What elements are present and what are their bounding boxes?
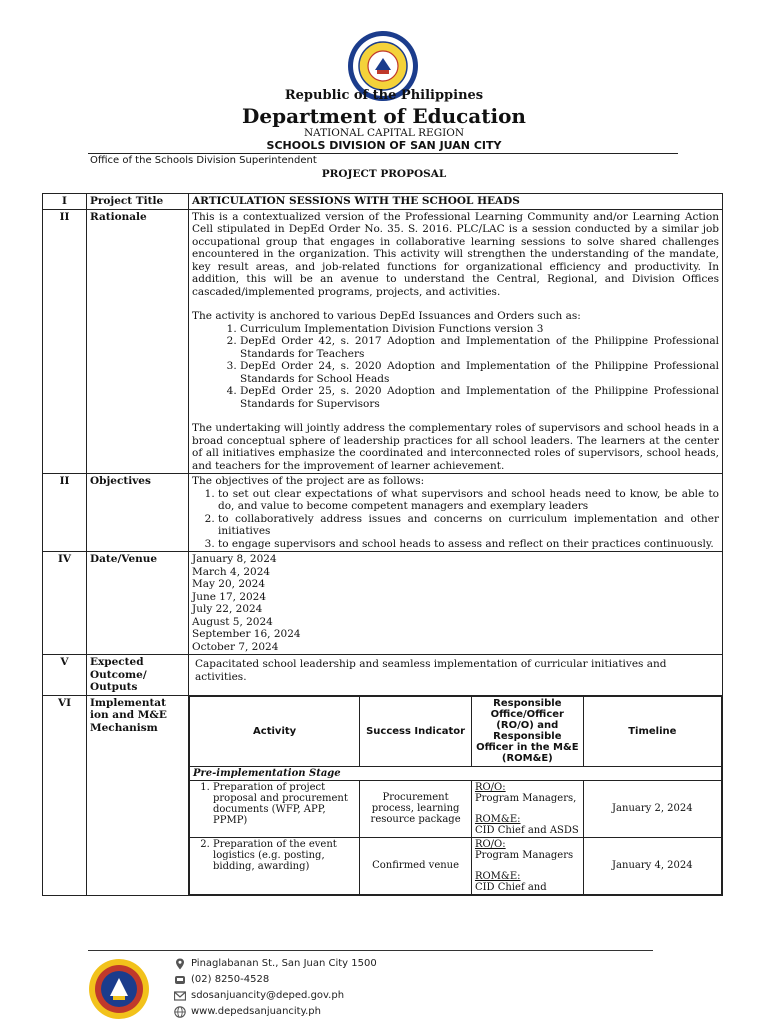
footer-website[interactable]: www.depedsanjuancity.ph bbox=[191, 1006, 321, 1017]
footer-website-line bbox=[174, 1004, 377, 1020]
list-item: 1. Preparation of project proposal and procurement documents (WFP, APP, PPMP) bbox=[213, 782, 356, 826]
list-item: 3. DepEd Order 24, s. 2020 Adoption and Implementation of the Philippine Professional Standards for School Heads bbox=[240, 360, 719, 385]
row-implementation bbox=[43, 695, 723, 895]
section-number: II bbox=[43, 474, 87, 552]
timeline-cell: January 4, 2024 bbox=[583, 837, 721, 894]
table-row bbox=[190, 780, 722, 837]
ro-value: Program Managers bbox=[474, 849, 574, 861]
list-item: 2. DepEd Order 42, s. 2017 Adoption and Implementation of the Philippine Professional Standards for Teachers bbox=[240, 335, 719, 360]
rome-value: CID Chief and ASDS bbox=[474, 824, 579, 836]
list-item: 4. DepEd Order 25, s. 2020 Adoption and Implementation of the Philippine Professional Standards for Supervisors bbox=[240, 385, 719, 410]
responsible-cell bbox=[471, 837, 583, 894]
footer-phone-line bbox=[174, 972, 377, 988]
objectives-list bbox=[192, 488, 719, 551]
row-project-title bbox=[43, 194, 723, 210]
header-divider bbox=[88, 153, 678, 154]
list-item: 1. to set out clear expectations of what supervisors and school heads need to know, be able to do, and value to become competent managers and exemplary leaders bbox=[218, 488, 719, 513]
implementation-table bbox=[189, 696, 722, 895]
footer-contact bbox=[174, 956, 377, 1020]
rationale-content bbox=[189, 209, 723, 474]
phone-icon bbox=[174, 974, 186, 986]
objectives-content bbox=[189, 474, 723, 552]
section-number: II bbox=[43, 209, 87, 474]
location-pin-icon bbox=[174, 958, 186, 970]
ro-value: Program Managers, bbox=[474, 792, 577, 804]
office-label: Office of the Schools Division Superintendent bbox=[90, 155, 317, 166]
date-item: June 17, 2024 bbox=[192, 590, 267, 603]
sdo-san-juan-logo bbox=[88, 958, 150, 1020]
section-number: IV bbox=[43, 552, 87, 655]
section-label: Expected Outcome/ Outputs bbox=[87, 655, 189, 696]
rationale-paragraph-2: The activity is anchored to various DepEd Issuances and Orders such as: bbox=[192, 310, 581, 322]
indicator-cell: Confirmed venue bbox=[360, 837, 472, 894]
col-responsible: Responsible Office/Officer (RO/O) and Responsible Officer in the M&E (ROM&E) bbox=[471, 696, 583, 766]
row-expected-outcome bbox=[43, 655, 723, 696]
date-item: July 22, 2024 bbox=[192, 603, 263, 615]
region-heading: NATIONAL CAPITAL REGION bbox=[303, 127, 465, 139]
project-title-value: ARTICULATION SESSIONS WITH THE SCHOOL HEADS bbox=[189, 194, 723, 210]
table-header-row bbox=[190, 696, 722, 766]
list-item: 2. to collaboratively address issues and concerns on curriculum implementation and other initiatives bbox=[218, 513, 719, 538]
department-heading: Department of Education bbox=[242, 104, 526, 128]
globe-icon bbox=[174, 1006, 186, 1018]
section-label: Implementat ion and M&E Mechanism bbox=[87, 695, 189, 895]
list-item: 3. to engage supervisors and school heads to assess and reflect on their practices continuously. bbox=[218, 538, 719, 551]
footer-email[interactable]: sdosanjuancity@deped.gov.ph bbox=[191, 990, 345, 1001]
section-number: V bbox=[43, 655, 87, 696]
date-item: March 4, 2024 bbox=[192, 565, 271, 578]
ro-label: RO/O: bbox=[474, 781, 506, 793]
footer-divider bbox=[88, 950, 653, 951]
timeline-cell: January 2, 2024 bbox=[583, 780, 721, 837]
stage-row bbox=[190, 766, 722, 780]
email-icon bbox=[174, 990, 186, 1002]
footer-address-line bbox=[174, 956, 377, 972]
ro-label: RO/O: bbox=[474, 838, 506, 850]
date-item: May 20, 2024 bbox=[192, 578, 266, 590]
issuances-list bbox=[192, 323, 719, 411]
rome-value: CID Chief and bbox=[474, 881, 547, 893]
row-date-venue bbox=[43, 552, 723, 655]
col-activity: Activity bbox=[190, 696, 360, 766]
rome-label: ROM&E: bbox=[474, 813, 521, 825]
objectives-intro: The objectives of the project are as follows: bbox=[192, 475, 425, 487]
section-label: Rationale bbox=[87, 209, 189, 474]
rome-label: ROM&E: bbox=[474, 870, 521, 882]
dates-content bbox=[189, 552, 723, 655]
section-label: Project Title bbox=[87, 194, 189, 210]
date-item: October 7, 2024 bbox=[192, 640, 279, 653]
list-item: 2. Preparation of the event logistics (e.g. posting, bidding, awarding) bbox=[213, 839, 356, 872]
row-objectives bbox=[43, 474, 723, 552]
date-item: January 8, 2024 bbox=[192, 553, 277, 565]
rationale-paragraph-3: The undertaking will jointly address the complementary roles of supervisors and school heads in a broad conceptual sphere of leadership practices for all school leaders. The learners at the center of all initiatives emphasize the coordinated and interconnected roles of supervisors, school heads, and teachers for the improvement of learner achievement. bbox=[192, 422, 719, 472]
col-timeline: Timeline bbox=[583, 696, 721, 766]
activity-cell bbox=[190, 837, 360, 894]
stage-label: Pre-implementation Stage bbox=[190, 766, 722, 780]
section-number: I bbox=[43, 194, 87, 210]
section-label: Objectives bbox=[87, 474, 189, 552]
footer-email-line bbox=[174, 988, 377, 1004]
responsible-cell bbox=[471, 780, 583, 837]
outcome-content: Capacitated school leadership and seamless implementation of curricular initiatives and activities. bbox=[189, 655, 723, 696]
list-item: 1. Curriculum Implementation Division Functions version 3 bbox=[240, 323, 719, 336]
document-title: PROJECT PROPOSAL bbox=[321, 168, 447, 180]
division-heading: SCHOOLS DIVISION OF SAN JUAN CITY bbox=[266, 139, 502, 152]
republic-heading: Republic of the Philippines bbox=[284, 88, 484, 103]
col-success-indicator: Success Indicator bbox=[360, 696, 472, 766]
implementation-content bbox=[189, 695, 723, 895]
table-row bbox=[190, 837, 722, 894]
date-item: September 16, 2024 bbox=[192, 628, 301, 640]
section-number: VI bbox=[43, 695, 87, 895]
indicator-cell: Procurement process, learning resource package bbox=[360, 780, 472, 837]
date-item: August 5, 2024 bbox=[192, 615, 273, 628]
footer-address: Pinaglabanan St., San Juan City 1500 bbox=[191, 958, 377, 969]
row-rationale bbox=[43, 209, 723, 474]
rationale-paragraph-1: This is a contextualized version of the Professional Learning Community and/or Learning Action Cell stipulated in DepEd Order No. 35. S. 2016. PLC/LAC is a session conducted by a similar job occupational group that engages in collaborative learning sessions to solve shared challenges encountered in the organization. This activity will strengthen the understanding of the mandate, key result areas, and job-related functions for organizational efficiency and productivity. In addition, this will be an avenue to understand the Central, Regional, and Division Offices cascaded/implemented programs, projects, and activities. bbox=[192, 210, 719, 298]
section-label: Date/Venue bbox=[87, 552, 189, 655]
footer-phone: (02) 8250-4528 bbox=[191, 974, 270, 985]
activity-cell bbox=[190, 780, 360, 837]
proposal-table bbox=[42, 193, 723, 896]
